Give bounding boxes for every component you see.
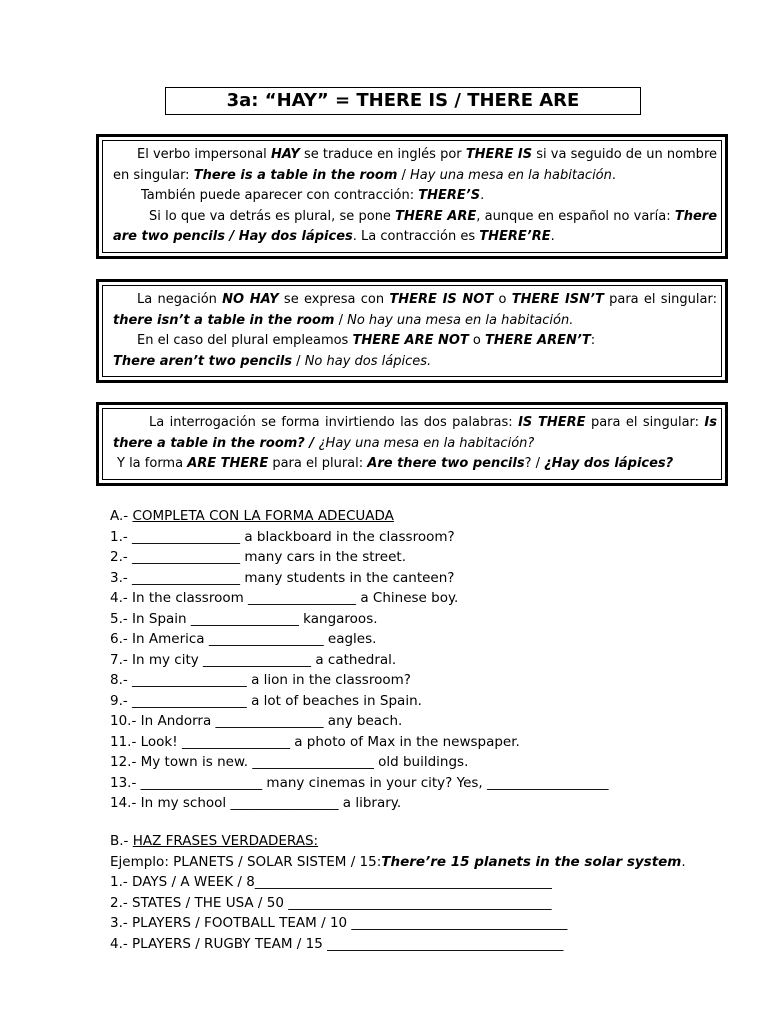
example-answer: There’re 15 planets in the solar system — [381, 853, 682, 870]
exercise-item[interactable]: 2.- STATES / THE USA / 50 _______________________________________ — [110, 894, 552, 911]
negation-paragraph-2 — [113, 331, 717, 352]
exercise-item[interactable]: 3.- PLAYERS / FOOTBALL TEAM / 10 ________________________________ — [110, 915, 568, 931]
text-span: o — [468, 333, 486, 348]
exercise-item[interactable]: 8.- _________________ a lion in the classroom? — [110, 672, 411, 688]
text-span: o — [493, 292, 512, 307]
exercise-item[interactable]: 5.- In Spain ________________ kangaroos. — [110, 610, 378, 627]
exercise-item[interactable]: 1.- ________________ a blackboard in the classroom? — [110, 528, 455, 545]
example-spanish: No hay dos lápices. — [304, 353, 432, 369]
page-title: 3a: “HAY” = THERE IS / THERE ARE — [165, 87, 641, 115]
negation-paragraph-1 — [113, 290, 717, 331]
text-span: Si lo que va detrás es plural, se pone — [149, 208, 396, 224]
exercise-item[interactable]: 4.- PLAYERS / RUGBY TEAM / 15 ___________________________________ — [110, 935, 564, 952]
keyword-therere: THERE’RE — [479, 229, 551, 244]
keyword-are-there: ARE THERE — [187, 456, 269, 471]
question-paragraph-1 — [113, 413, 717, 454]
text-span: para el singular: — [585, 415, 705, 430]
section-a-prefix: A.- — [110, 508, 133, 524]
exercise-item[interactable]: 1.- DAYS / A WEEK / 8____________________________________________ — [110, 874, 552, 890]
text-span: . La contracción es — [352, 229, 480, 244]
exercise-item[interactable]: 14.- In my school ________________ a library. — [110, 795, 402, 811]
keyword-is-there: IS THERE — [518, 415, 586, 430]
example-prompt: Ejemplo: PLANETS / SOLAR SISTEM / 15: — [110, 853, 382, 870]
keyword-no-hay: NO HAY — [222, 292, 279, 307]
keyword-there-is: THERE IS — [465, 147, 533, 162]
section-a-title: COMPLETA CON LA FORMA ADECUADA — [132, 508, 394, 524]
text-span: . — [611, 167, 617, 183]
negation-paragraph-3 — [113, 352, 717, 373]
explanation-box-question-inner — [102, 408, 722, 480]
exercise-section-a — [110, 506, 730, 814]
explanation-paragraph-1 — [113, 145, 717, 186]
exercise-item[interactable]: 12.- My town is new. __________________ old buildings. — [110, 754, 469, 770]
keyword-there-isnt: THERE ISN’T — [511, 292, 604, 307]
section-b-title: HAZ FRASES VERDADERAS: — [132, 833, 319, 849]
keyword-there-are: THERE ARE — [395, 208, 477, 224]
example-spanish: No hay una mesa en la habitación. — [347, 312, 574, 328]
example-spanish: Hay una mesa en la habitación — [410, 167, 612, 183]
text-span: . — [550, 229, 555, 244]
text-span: se expresa con — [278, 292, 390, 307]
example-english: There aren’t two pencils — [113, 353, 293, 369]
text-span: El verbo impersonal — [137, 147, 271, 162]
text-span: para el plural: — [268, 456, 368, 471]
keyword-theres: THERE’S — [418, 188, 481, 203]
example-spanish: ¿Hay dos lápices? — [544, 456, 674, 471]
text-span: / — [397, 167, 411, 183]
section-a-heading — [110, 506, 730, 527]
explanation-box-affirmative-inner — [102, 140, 722, 253]
text-span: / — [334, 312, 348, 328]
example-line — [110, 852, 730, 873]
explanation-box-negative — [96, 279, 728, 383]
text-span: La interrogación se forma invirtiendo las dos palabras: — [149, 415, 519, 430]
question-paragraph-2 — [113, 454, 717, 475]
example-english: There is a table in the room — [193, 167, 398, 183]
text-span: También puede aparecer con contracción: — [141, 188, 419, 203]
text-span: para el singular: — [603, 292, 717, 307]
keyword-there-is-not: THERE IS NOT — [389, 292, 494, 307]
exercise-item[interactable]: 11.- Look! ________________ a photo of Max in the newspaper. — [110, 733, 520, 750]
text-span: : — [590, 333, 596, 348]
text-span: En el caso del plural empleamos — [137, 333, 353, 348]
exercise-item[interactable]: 13.- __________________ many cinemas in your city? Yes, __________________ — [110, 774, 609, 791]
text-span: Y la forma — [117, 456, 188, 471]
text-span: , aunque en español no varía: — [476, 208, 675, 224]
explanation-box-affirmative — [96, 134, 728, 259]
exercise-item[interactable]: 7.- In my city ________________ a cathedral. — [110, 651, 397, 668]
exercise-item[interactable]: 6.- In America _________________ eagles. — [110, 631, 377, 647]
explanation-paragraph-2 — [113, 186, 717, 207]
example-spanish: ¿Hay una mesa en la habitación? — [318, 435, 535, 451]
text-span: se traduce en inglés por — [299, 147, 466, 162]
example-english: Is there a table in the room? / — [113, 415, 717, 451]
text-span: . — [681, 853, 686, 870]
exercise-item[interactable]: 10.- In Andorra ________________ any beach. — [110, 713, 403, 729]
exercise-item[interactable]: 3.- ________________ many students in the canteen? — [110, 569, 455, 586]
text-span: La negación — [137, 292, 223, 307]
exercise-item[interactable]: 9.- _________________ a lot of beaches in Spain. — [110, 692, 422, 709]
exercise-section-b — [110, 831, 730, 954]
text-span: ? / — [524, 456, 545, 471]
keyword-hay: HAY — [270, 147, 300, 162]
exercise-item[interactable]: 4.- In the classroom ________________ a Chinese boy. — [110, 590, 459, 606]
keyword-there-are-not: THERE ARE NOT — [352, 333, 469, 348]
example-english: There are two pencils / Hay dos lápices — [113, 208, 718, 244]
explanation-box-question — [96, 402, 728, 486]
section-b-heading — [110, 831, 730, 852]
exercise-item[interactable]: 2.- ________________ many cars in the street. — [110, 549, 406, 565]
example-english: Are there two pencils — [367, 456, 525, 471]
keyword-there-arent: THERE AREN’T — [485, 333, 591, 348]
explanation-paragraph-3 — [113, 207, 717, 248]
explanation-box-negative-inner — [102, 285, 722, 377]
section-b-prefix: B.- — [110, 833, 133, 849]
text-span: si va seguido de un nombre en singular: — [113, 147, 717, 183]
text-span: / — [292, 353, 305, 369]
example-english: there isn’t a table in the room — [113, 312, 335, 328]
text-span: . — [480, 188, 485, 203]
